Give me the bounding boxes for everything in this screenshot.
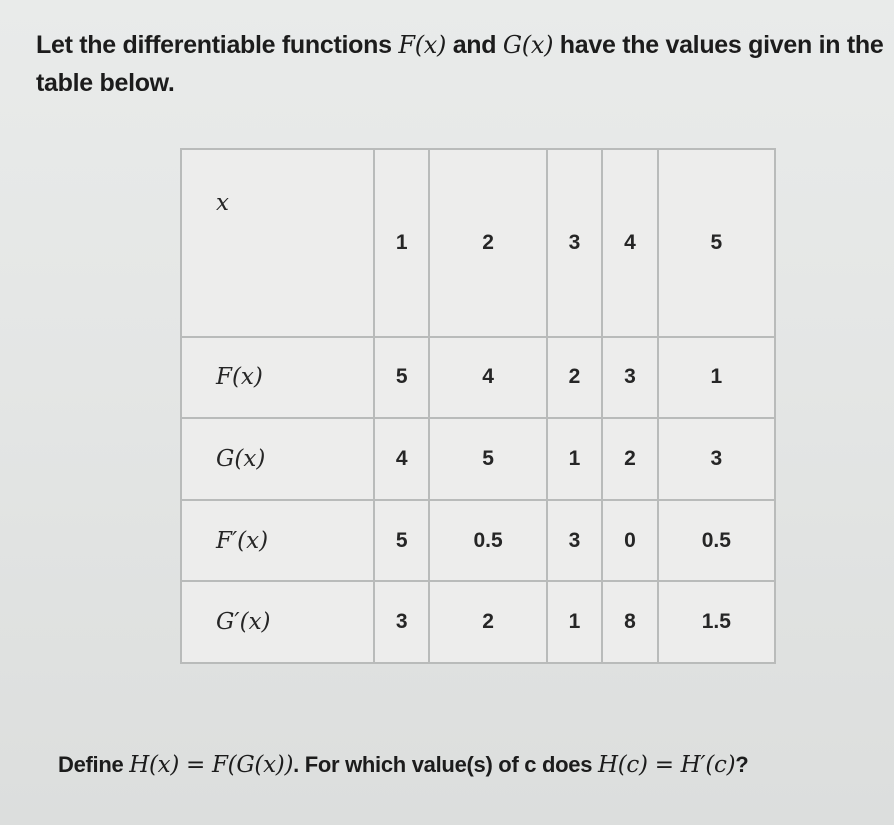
table-row-g	[181, 418, 775, 500]
intro-text-3: have the values given in the table below.	[36, 31, 884, 97]
table-cell: 1	[547, 581, 602, 663]
table-cell: 3	[602, 337, 657, 419]
h-equation: H(c) = H′(c)	[598, 752, 736, 778]
table-cell: 5	[429, 418, 546, 500]
row-label-g: G(x)	[181, 418, 374, 500]
table-cell: 1.5	[658, 581, 775, 663]
header-cell: 3	[547, 149, 602, 337]
problem-intro	[36, 26, 886, 102]
question-text	[58, 752, 748, 778]
table-cell: 2	[429, 581, 546, 663]
table-header-row	[181, 149, 775, 337]
values-table	[180, 148, 776, 664]
h-definition: H(x) = F(G(x))	[129, 752, 294, 778]
table-cell: 4	[429, 337, 546, 419]
table-row-f	[181, 337, 775, 419]
table-cell: 3	[547, 500, 602, 582]
question-text-2: . For which value(s) of c does	[293, 752, 598, 777]
question-text-3: ?	[735, 752, 749, 777]
table-cell: 1	[547, 418, 602, 500]
table-cell: 0.5	[658, 500, 775, 582]
table-cell: 1	[658, 337, 775, 419]
table-cell: 2	[547, 337, 602, 419]
row-label-f-prime: F′(x)	[181, 500, 374, 582]
header-cell: 2	[429, 149, 546, 337]
table-row-g-prime	[181, 581, 775, 663]
intro-text-2: and	[446, 31, 503, 59]
header-cell: 5	[658, 149, 775, 337]
table-cell: 0.5	[429, 500, 546, 582]
row-label-g-prime: G′(x)	[181, 581, 374, 663]
row-label-f: F(x)	[181, 337, 374, 419]
header-cell: 1	[374, 149, 429, 337]
function-g-name: G(x)	[502, 31, 554, 59]
table-cell: 3	[658, 418, 775, 500]
header-cell: 4	[602, 149, 657, 337]
table-cell: 0	[602, 500, 657, 582]
table-cell: 3	[374, 581, 429, 663]
table-cell: 8	[602, 581, 657, 663]
table-row-f-prime	[181, 500, 775, 582]
question-text-1: Define	[58, 752, 130, 777]
table-cell: 5	[374, 500, 429, 582]
values-table-container	[180, 148, 776, 664]
function-f-name: F(x)	[398, 31, 447, 59]
header-label-x: x	[181, 149, 374, 337]
table-cell: 2	[602, 418, 657, 500]
intro-text-1: Let the differentiable functions	[36, 31, 399, 59]
table-cell: 5	[374, 337, 429, 419]
table-cell: 4	[374, 418, 429, 500]
